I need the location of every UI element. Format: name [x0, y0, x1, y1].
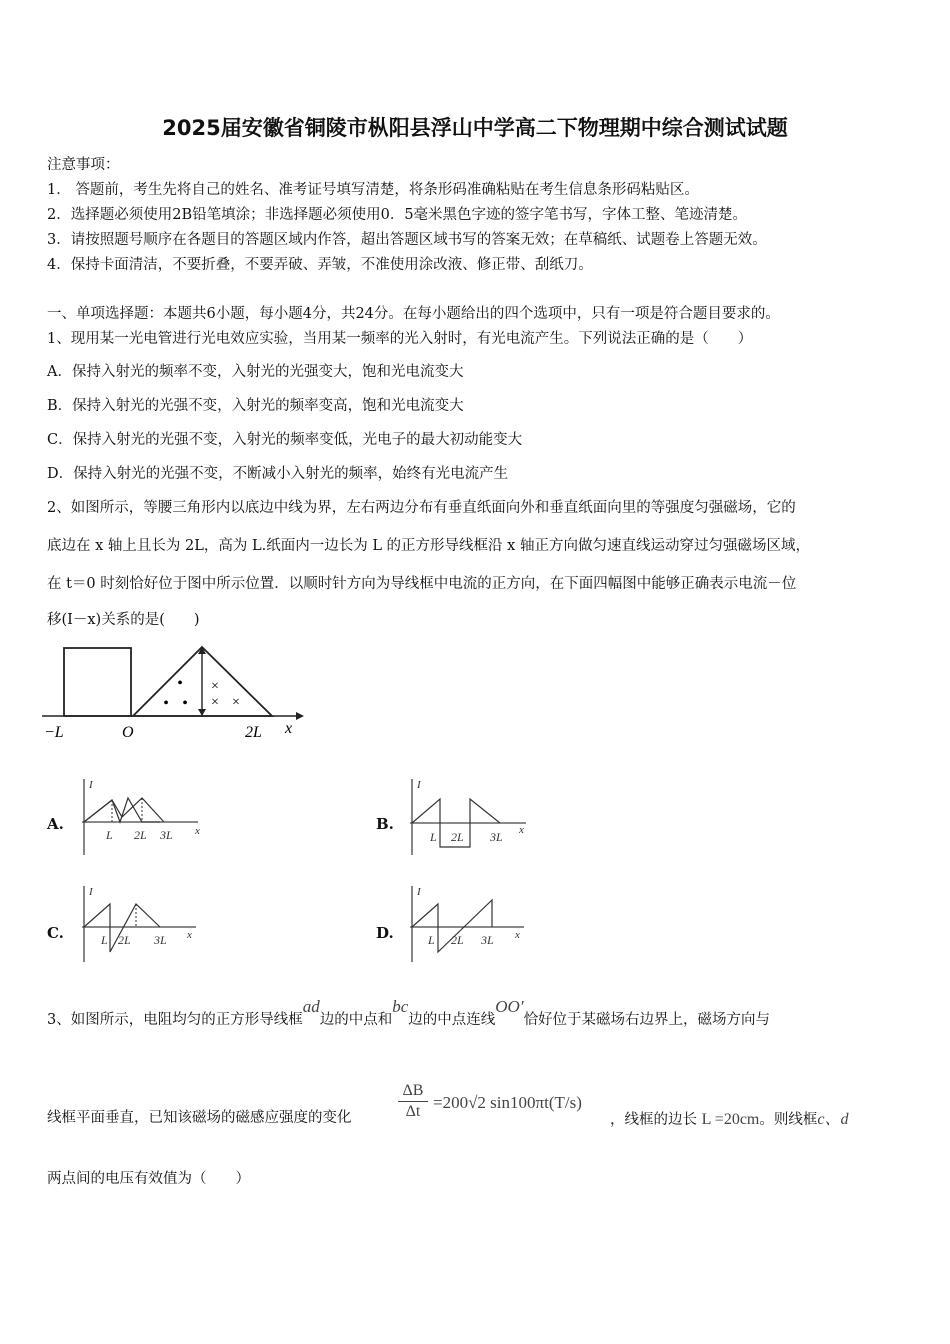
q3-text: ，线框的边长 [610, 1112, 697, 1128]
question-2-figure [40, 640, 310, 750]
label-neg-l: −L [44, 724, 64, 741]
axis-label-i: I [417, 779, 421, 791]
axis-label-i: I [89, 779, 93, 791]
option-c-graph [76, 882, 216, 970]
tick-l: L [101, 933, 108, 947]
axis-label-x: x [187, 929, 192, 941]
q3-symbol-bc: bc [392, 997, 409, 1016]
question-1-option-a: A．保持入射光的频率不变，入射光的光强变大，饱和光电流变大 [47, 364, 464, 380]
option-a-label: A. [47, 815, 64, 833]
tick-l: L [428, 933, 435, 947]
tick-3l: 3L [481, 933, 494, 947]
axis-label-x: x [515, 929, 520, 941]
tick-2l: 2L [451, 933, 464, 947]
label-2l: 2L [245, 724, 262, 741]
label-origin: O [122, 724, 134, 741]
notice-heading: 注意事项： [47, 157, 120, 173]
q3-text: 边的中点连线 [408, 1012, 496, 1028]
field-in-cross: × [232, 695, 240, 710]
tick-l: L [430, 830, 437, 844]
q3-symbol-oo: OO′ [495, 997, 524, 1016]
q3-text: 边的中点和 [319, 1012, 393, 1028]
question-2-line: 移(I－x)关系的是( ) [47, 612, 200, 628]
axis-label-x: x [519, 824, 524, 836]
graph-a-curve [84, 798, 160, 822]
option-a-graph [76, 775, 216, 863]
q3-length: L =20cm [701, 1111, 760, 1128]
label-x: x [285, 720, 293, 737]
field-out-dot: • [163, 695, 169, 712]
tick-l: L [106, 828, 113, 842]
notice-item: 3．请按照题号顺序在各题目的答题区域内作答，超出答题区域书写的答案无效；在草稿纸、试题卷上答题无效。 [47, 232, 767, 248]
axis-label-i: I [89, 886, 93, 898]
option-d-graph [404, 882, 544, 970]
section-heading: 一、单项选择题：本题共6小题，每小题4分，共24分。在每小题给出的四个选项中，只有一项是符合题目要求的。 [47, 306, 780, 322]
question-2-line: 在 t＝0 时刻恰好位于图中所示位置．以顺时针方向为导线框中电流的正方向，在下面四幅图中能够正确表示电流－位 [47, 576, 797, 592]
option-d-label: D. [376, 924, 394, 942]
notice-item: 1． 答题前，考生先将自己的姓名、准考证号填写清楚，将条形码准确粘贴在考生信息条形码粘贴区。 [47, 182, 699, 198]
tick-3l: 3L [490, 830, 503, 844]
question-3-line-3: 两点间的电压有效值为（ ） [47, 1171, 250, 1187]
question-1-option-b: B．保持入射光的光强不变，入射光的频率变高，饱和光电流变大 [47, 398, 464, 414]
q3-text: 恰好位于某磁场右边界上，磁场方向与 [523, 1012, 771, 1028]
axis-label-i: I [417, 886, 421, 898]
tick-3l: 3L [154, 933, 167, 947]
q3-symbol-ad: ad [302, 997, 320, 1016]
question-3-line-2-text: 线框平面垂直，已知该磁场的磁感应强度的变化 [47, 1110, 352, 1126]
field-out-dot: • [182, 695, 188, 712]
median-arrow-bottom [198, 709, 206, 716]
option-b-label: B. [376, 815, 394, 833]
q3-frac-numerator: ΔB [402, 1082, 424, 1099]
q3-formula: =200√2 sin100πt(T/s) [433, 1093, 582, 1112]
question-3-line-2 [610, 1106, 848, 1129]
tick-2l: 2L [118, 933, 131, 947]
x-axis-arrow [296, 712, 304, 720]
q3-frac-bar [398, 1101, 428, 1102]
q3-text: 3、如图所示，电阻均匀的正方形导线框 [47, 1012, 303, 1028]
option-c-label: C. [47, 924, 64, 942]
axis-label-x: x [195, 825, 200, 837]
field-out-dot: • [177, 675, 183, 692]
question-1-option-d: D．保持入射光的光强不变，不断减小入射光的频率，始终有光电流产生 [47, 466, 509, 482]
q3-symbol-cd: c、d [817, 1111, 849, 1128]
q3-text: 。则线框 [759, 1112, 818, 1128]
question-2-line: 底边在 x 轴上且长为 2L，高为 L.纸面内一边长为 L 的正方形导线框沿 x 轴正方向做匀速直线运动穿过匀强磁场区域， [47, 538, 810, 554]
option-b-graph [404, 775, 544, 863]
question-1-stem: 1、现用某一光电管进行光电效应实验，当用某一频率的光入射时，有光电流产生。下列说法正确的是（ ） [47, 331, 753, 347]
field-in-cross: × [211, 695, 219, 710]
tick-2l: 2L [451, 830, 464, 844]
page-title: 2025届安徽省铜陵市枞阳县浮山中学高二下物理期中综合测试试题 [162, 116, 788, 140]
tick-3l: 3L [160, 828, 173, 842]
notice-item: 4．保持卡面清洁，不要折叠，不要弄破、弄皱，不准使用涂改液、修正带、刮纸刀。 [47, 257, 593, 273]
notice-item: 2．选择题必须使用2B铅笔填涂；非选择题必须使用0．5毫米黑色字迹的签字笔书写，字体工整、笔迹清楚。 [47, 207, 748, 223]
field-in-cross: × [211, 679, 219, 694]
question-2-line: 2、如图所示，等腰三角形内以底边中线为界，左右两边分布有垂直纸面向外和垂直纸面向里的等强度匀强磁场，它的 [47, 500, 796, 516]
q3-frac-denominator: Δt [405, 1103, 421, 1120]
q3-fraction [398, 1082, 428, 1121]
square-loop [64, 648, 131, 716]
question-3-line-1 [47, 997, 771, 1029]
question-1-option-c: C．保持入射光的光强不变，入射光的频率变低，光电子的最大初动能变大 [47, 432, 523, 448]
tick-2l: 2L [134, 828, 147, 842]
